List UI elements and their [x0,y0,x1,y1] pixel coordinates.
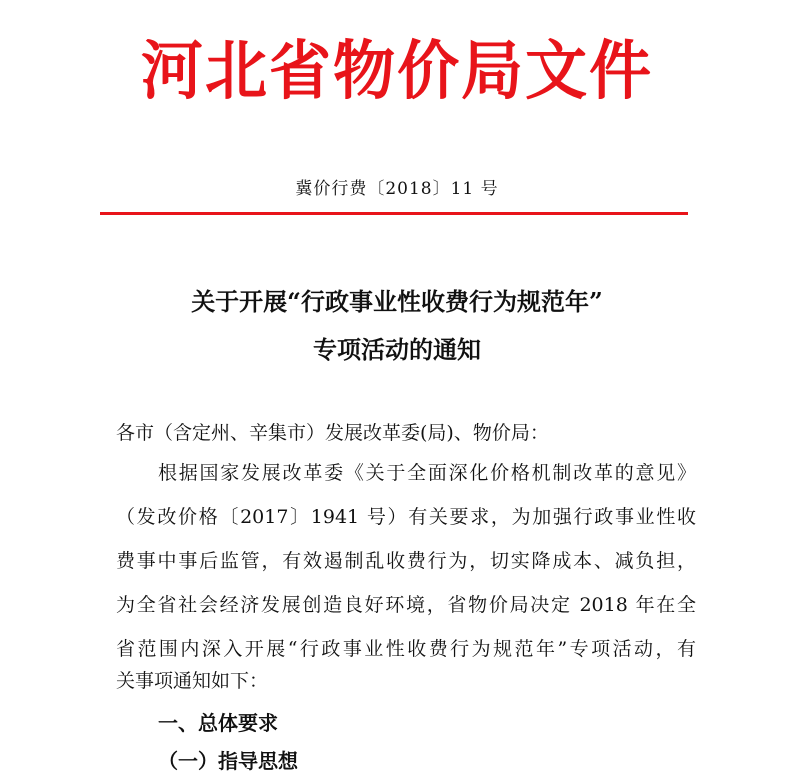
paragraph-line: 省范围内深入开展“行政事业性收费行为规范年”专项活动，有 [116,638,696,660]
paragraph-line: 关事项通知如下： [116,670,269,692]
red-divider-line [100,212,688,215]
salutation: 各市（含定州、辛集市）发展改革委(局)、物价局： [116,422,549,444]
paragraph-line: 根据国家发展改革委《关于全面深化价格机制改革的意见》 [158,462,696,484]
notice-title-line-2: 专项活动的通知 [313,335,481,364]
document-number: 冀价行费〔2018〕11 号 [295,179,499,199]
document-header-title: 河北省物价局文件 [140,34,654,109]
section-heading: 一、总体要求 [158,711,278,735]
notice-title-line-1: 关于开展“行政事业性收费行为规范年” [191,287,603,316]
paragraph-line: 为全省社会经济发展创造良好环境，省物价局决定 2018 年在全 [116,594,696,616]
subsection-heading: （一）指导思想 [158,749,298,773]
paragraph-line: （发改价格〔2017〕1941 号）有关要求，为加强行政事业性收 [116,506,696,528]
paragraph-line: 费事中事后监管，有效遏制乱收费行为，切实降成本、减负担， [116,550,696,572]
